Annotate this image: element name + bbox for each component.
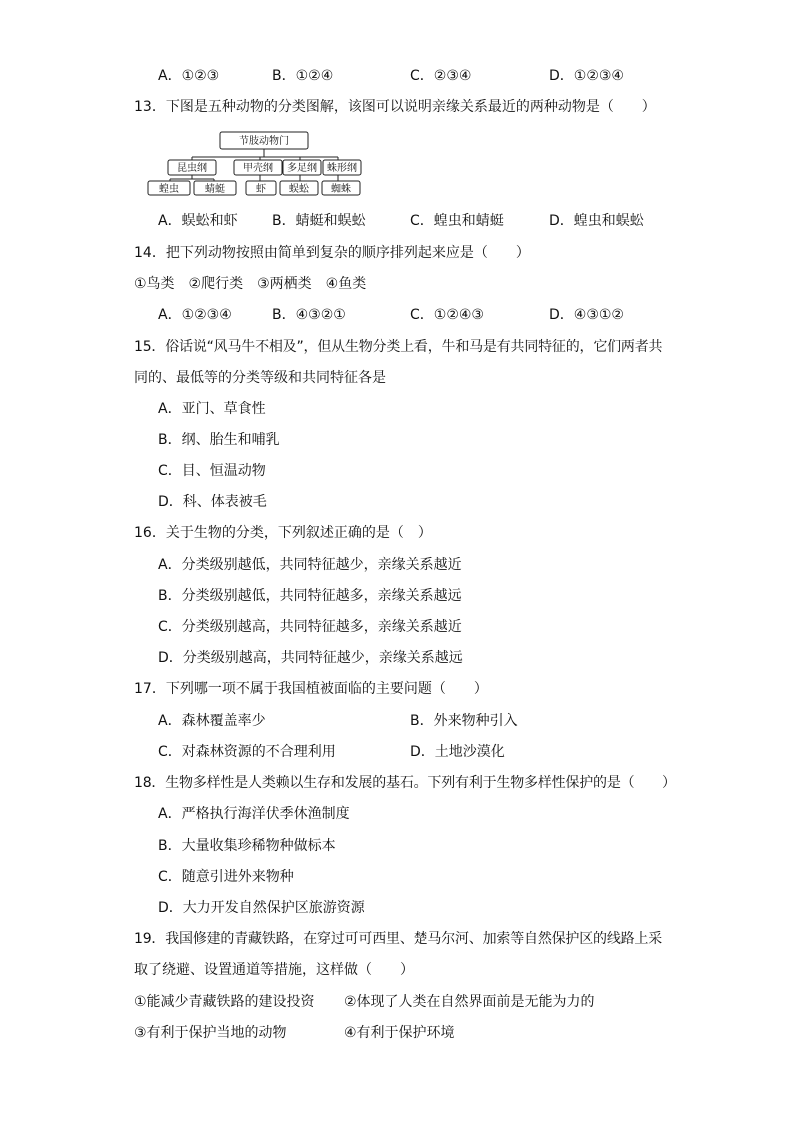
q14-option-c: C．①②④③ [410, 307, 484, 323]
q18-option-a: A．严格执行海洋伏季休渔制度 [158, 806, 350, 822]
q12-option-d: D．①②③④ [549, 68, 624, 84]
q19-stem-line2: 取了绕避、设置通道等措施，这样做（ ） [134, 962, 414, 978]
q13-option-b: B．蜻蜓和蜈蚣 [272, 213, 366, 229]
q16-option-a: A．分类级别越低，共同特征越少，亲缘关系越近 [158, 557, 462, 573]
q16-option-d: D．分类级别越高，共同特征越少，亲缘关系越远 [158, 650, 463, 666]
q16-option-b: B．分类级别越低，共同特征越多，亲缘关系越远 [158, 588, 462, 604]
diagram-animal-shrimp: 虾 [256, 184, 266, 195]
q13-option-c: C．蝗虫和蜻蜓 [410, 213, 504, 229]
q18-option-b: B．大量收集珍稀物种做标本 [158, 838, 336, 854]
classification-diagram [140, 127, 370, 197]
diagram-animal-centipede: 蜈蚣 [289, 184, 309, 195]
q13-option-d: D．蝗虫和蜈蚣 [549, 213, 644, 229]
q12-option-a: A．①②③ [158, 68, 220, 84]
q18-option-c: C．随意引进外来物种 [158, 869, 294, 885]
q15-option-c: C．目、恒温动物 [158, 463, 266, 479]
q14-option-b: B．④③②① [272, 307, 346, 323]
q14-stem: 14．把下列动物按照由简单到复杂的顺序排列起来应是（ ） [134, 245, 530, 261]
q15-option-a: A．亚门、草食性 [158, 401, 266, 417]
q19-item-4: ④有利于保护环境 [344, 1025, 455, 1041]
q19-item-3: ③有利于保护当地的动物 [134, 1025, 287, 1041]
q12-option-c: C．②③④ [410, 68, 472, 84]
q17-option-a: A．森林覆盖率少 [158, 713, 266, 729]
diagram-animal-dragonfly: 蜻蜓 [205, 184, 225, 195]
q19-item-2: ②体现了人类在自然界面前是无能为力的 [344, 994, 595, 1010]
q17-option-c: C．对森林资源的不合理利用 [158, 744, 336, 760]
q15-option-d: D．科、体表被毛 [158, 494, 267, 510]
q19-stem-line1: 19．我国修建的青藏铁路，在穿过可可西里、楚马尔河、加索等自然保护区的线路上采 [134, 931, 663, 947]
q17-option-b: B．外来物种引入 [410, 713, 518, 729]
q15-stem-line1: 15．俗话说“风马牛不相及”，但从生物分类上看，牛和马是有共同特征的，它们两者共 [134, 339, 663, 355]
diagram-animal-locust: 蝗虫 [159, 184, 179, 195]
q15-option-b: B．纲、胎生和哺乳 [158, 432, 280, 448]
q15-stem-line2: 同的、最低等的分类等级和共同特征各是 [134, 370, 386, 386]
q14-option-d: D．④③①② [549, 307, 624, 323]
diagram-class-myriapoda: 多足纲 [287, 163, 317, 174]
q17-stem: 17．下列哪一项不属于我国植被面临的主要问题（ ） [134, 681, 488, 697]
q18-option-d: D．大力开发自然保护区旅游资源 [158, 900, 365, 916]
diagram-class-insecta: 昆虫纲 [177, 163, 207, 174]
q14-items: ①鸟类 ②爬行类 ③两栖类 ④鱼类 [134, 276, 367, 292]
diagram-class-arachnida: 蛛形纲 [327, 163, 357, 174]
diagram-class-crustacea: 甲壳纲 [243, 163, 273, 174]
q16-option-c: C．分类级别越高，共同特征越多，亲缘关系越近 [158, 619, 462, 635]
q12-option-b: B．①②④ [272, 68, 334, 84]
q13-stem: 13．下图是五种动物的分类图解，该图可以说明亲缘关系最近的两种动物是（ ） [134, 99, 656, 115]
q14-option-a: A．①②③④ [158, 307, 232, 323]
q16-stem: 16．关于生物的分类，下列叙述正确的是（ ） [134, 525, 432, 541]
diagram-animal-spider: 蜘蛛 [331, 184, 351, 195]
q13-option-a: A．蜈蚣和虾 [158, 213, 238, 229]
q19-item-1: ①能减少青藏铁路的建设投资 [134, 994, 315, 1010]
q18-stem: 18．生物多样性是人类赖以生存和发展的基石。下列有利于生物多样性保护的是（ ） [134, 775, 676, 791]
q17-option-d: D．土地沙漠化 [410, 744, 505, 760]
diagram-phylum: 节肢动物门 [239, 136, 289, 147]
